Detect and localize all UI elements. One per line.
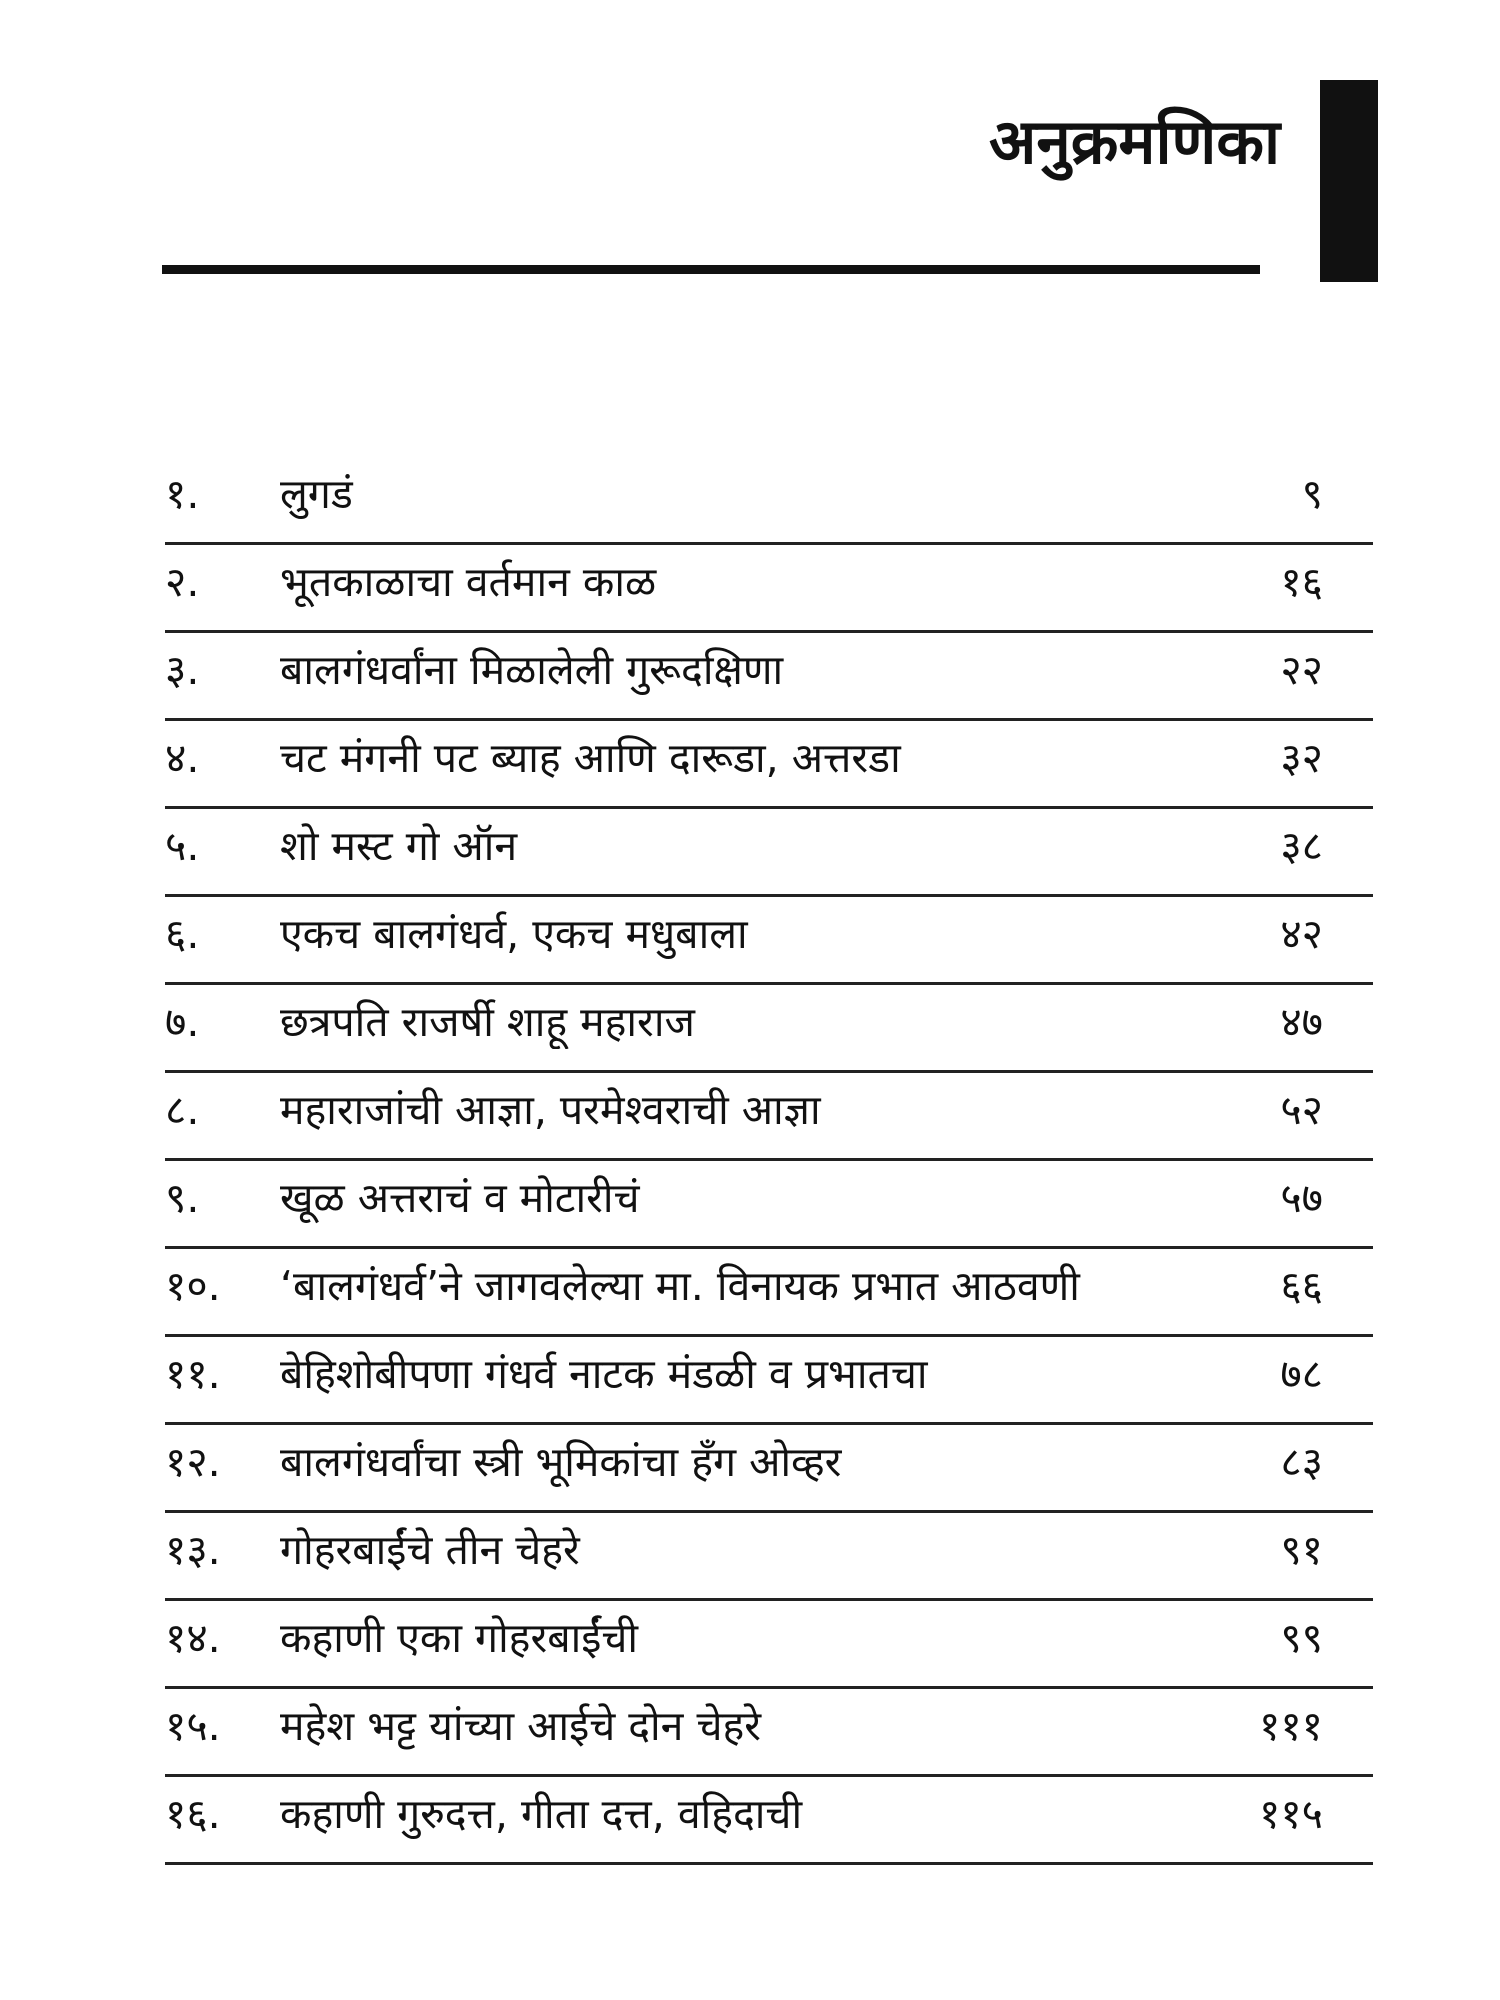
toc-row[interactable] (165, 1073, 1373, 1161)
toc-page: ८३ (1280, 1438, 1323, 1486)
toc-row[interactable] (165, 545, 1373, 633)
toc-row[interactable] (165, 1249, 1373, 1337)
toc-number: ६. (165, 910, 200, 958)
toc-row[interactable] (165, 1689, 1373, 1777)
toc-page: २२ (1280, 646, 1323, 694)
toc-row[interactable] (165, 1425, 1373, 1513)
toc-row[interactable] (165, 1513, 1373, 1601)
toc-number: ४. (165, 734, 200, 782)
toc-number: १५. (165, 1702, 221, 1750)
toc-title: बेहिशोबीपणा गंधर्व नाटक मंडळी व प्रभातचा (280, 1350, 928, 1398)
toc-page: ३२ (1280, 734, 1323, 782)
toc-page: ५२ (1280, 1086, 1323, 1134)
toc-title: महेश भट्ट यांच्या आईचे दोन चेहरे (280, 1702, 762, 1750)
toc-row[interactable] (165, 809, 1373, 897)
toc-number: ७. (165, 998, 200, 1046)
toc-page: ९ (1301, 470, 1323, 518)
toc-title: लुगडं (280, 470, 353, 518)
toc-title: महाराजांची आज्ञा, परमेश्वराची आज्ञा (280, 1086, 821, 1134)
toc-title: भूतकाळाचा वर्तमान काळ (280, 558, 657, 606)
toc-title: गोहरबाईंचे तीन चेहरे (280, 1526, 580, 1574)
toc-list (165, 457, 1373, 1865)
toc-number: ९. (165, 1174, 200, 1222)
title-rule (162, 265, 1260, 274)
toc-row[interactable] (165, 457, 1373, 545)
toc-page: ४२ (1280, 910, 1323, 958)
toc-row[interactable] (165, 721, 1373, 809)
toc-title: ‘बालगंधर्व’ने जागवलेल्या मा. विनायक प्रभात आठवणी (280, 1262, 1080, 1310)
toc-number: ५. (165, 822, 200, 870)
toc-page: ९१ (1280, 1526, 1323, 1574)
toc-row[interactable] (165, 1777, 1373, 1865)
toc-page: ४७ (1280, 998, 1323, 1046)
toc-number: १३. (165, 1526, 221, 1574)
toc-row[interactable] (165, 985, 1373, 1073)
toc-title: एकच बालगंधर्व, एकच मधुबाला (280, 910, 748, 958)
toc-row[interactable] (165, 1337, 1373, 1425)
toc-page: ३८ (1280, 822, 1323, 870)
toc-number: ८. (165, 1086, 200, 1134)
toc-title: कहाणी एका गोहरबाईंची (280, 1614, 639, 1662)
toc-number: १६. (165, 1790, 221, 1838)
toc-page: १६ (1280, 558, 1323, 606)
toc-title: छत्रपति राजर्षी शाहू महाराज (280, 998, 695, 1046)
toc-page: ७८ (1280, 1350, 1323, 1398)
toc-title: शो मस्ट गो ऑन (280, 822, 518, 870)
toc-title: चट मंगनी पट ब्याह आणि दारूडा, अत्तरडा (280, 734, 901, 782)
toc-number: १४. (165, 1614, 221, 1662)
toc-title: बालगंधर्वांचा स्त्री भूमिकांचा हँग ओव्हर (280, 1438, 842, 1486)
toc-row[interactable] (165, 1601, 1373, 1689)
toc-row[interactable] (165, 633, 1373, 721)
toc-page: ११५ (1259, 1790, 1323, 1838)
toc-number: १०. (165, 1262, 221, 1310)
toc-row[interactable] (165, 897, 1373, 985)
toc-page: ६६ (1280, 1262, 1323, 1310)
toc-title: बालगंधर्वांना मिळालेली गुरूदक्षिणा (280, 646, 784, 694)
toc-page: ५७ (1280, 1174, 1323, 1222)
page-title: अनुक्रमणिका (988, 105, 1280, 178)
side-tab-marker (1320, 80, 1378, 282)
toc-number: ११. (165, 1350, 221, 1398)
toc-number: ३. (165, 646, 200, 694)
toc-number: २. (165, 558, 200, 606)
toc-row[interactable] (165, 1161, 1373, 1249)
toc-title: कहाणी गुरुदत्त, गीता दत्त, वहिदाची (280, 1790, 803, 1838)
toc-title: खूळ अत्तराचं व मोटारीचं (280, 1174, 640, 1222)
toc-number: १२. (165, 1438, 221, 1486)
toc-page: ९९ (1280, 1614, 1323, 1662)
toc-number: १. (165, 470, 200, 518)
toc-page: १११ (1259, 1702, 1323, 1750)
